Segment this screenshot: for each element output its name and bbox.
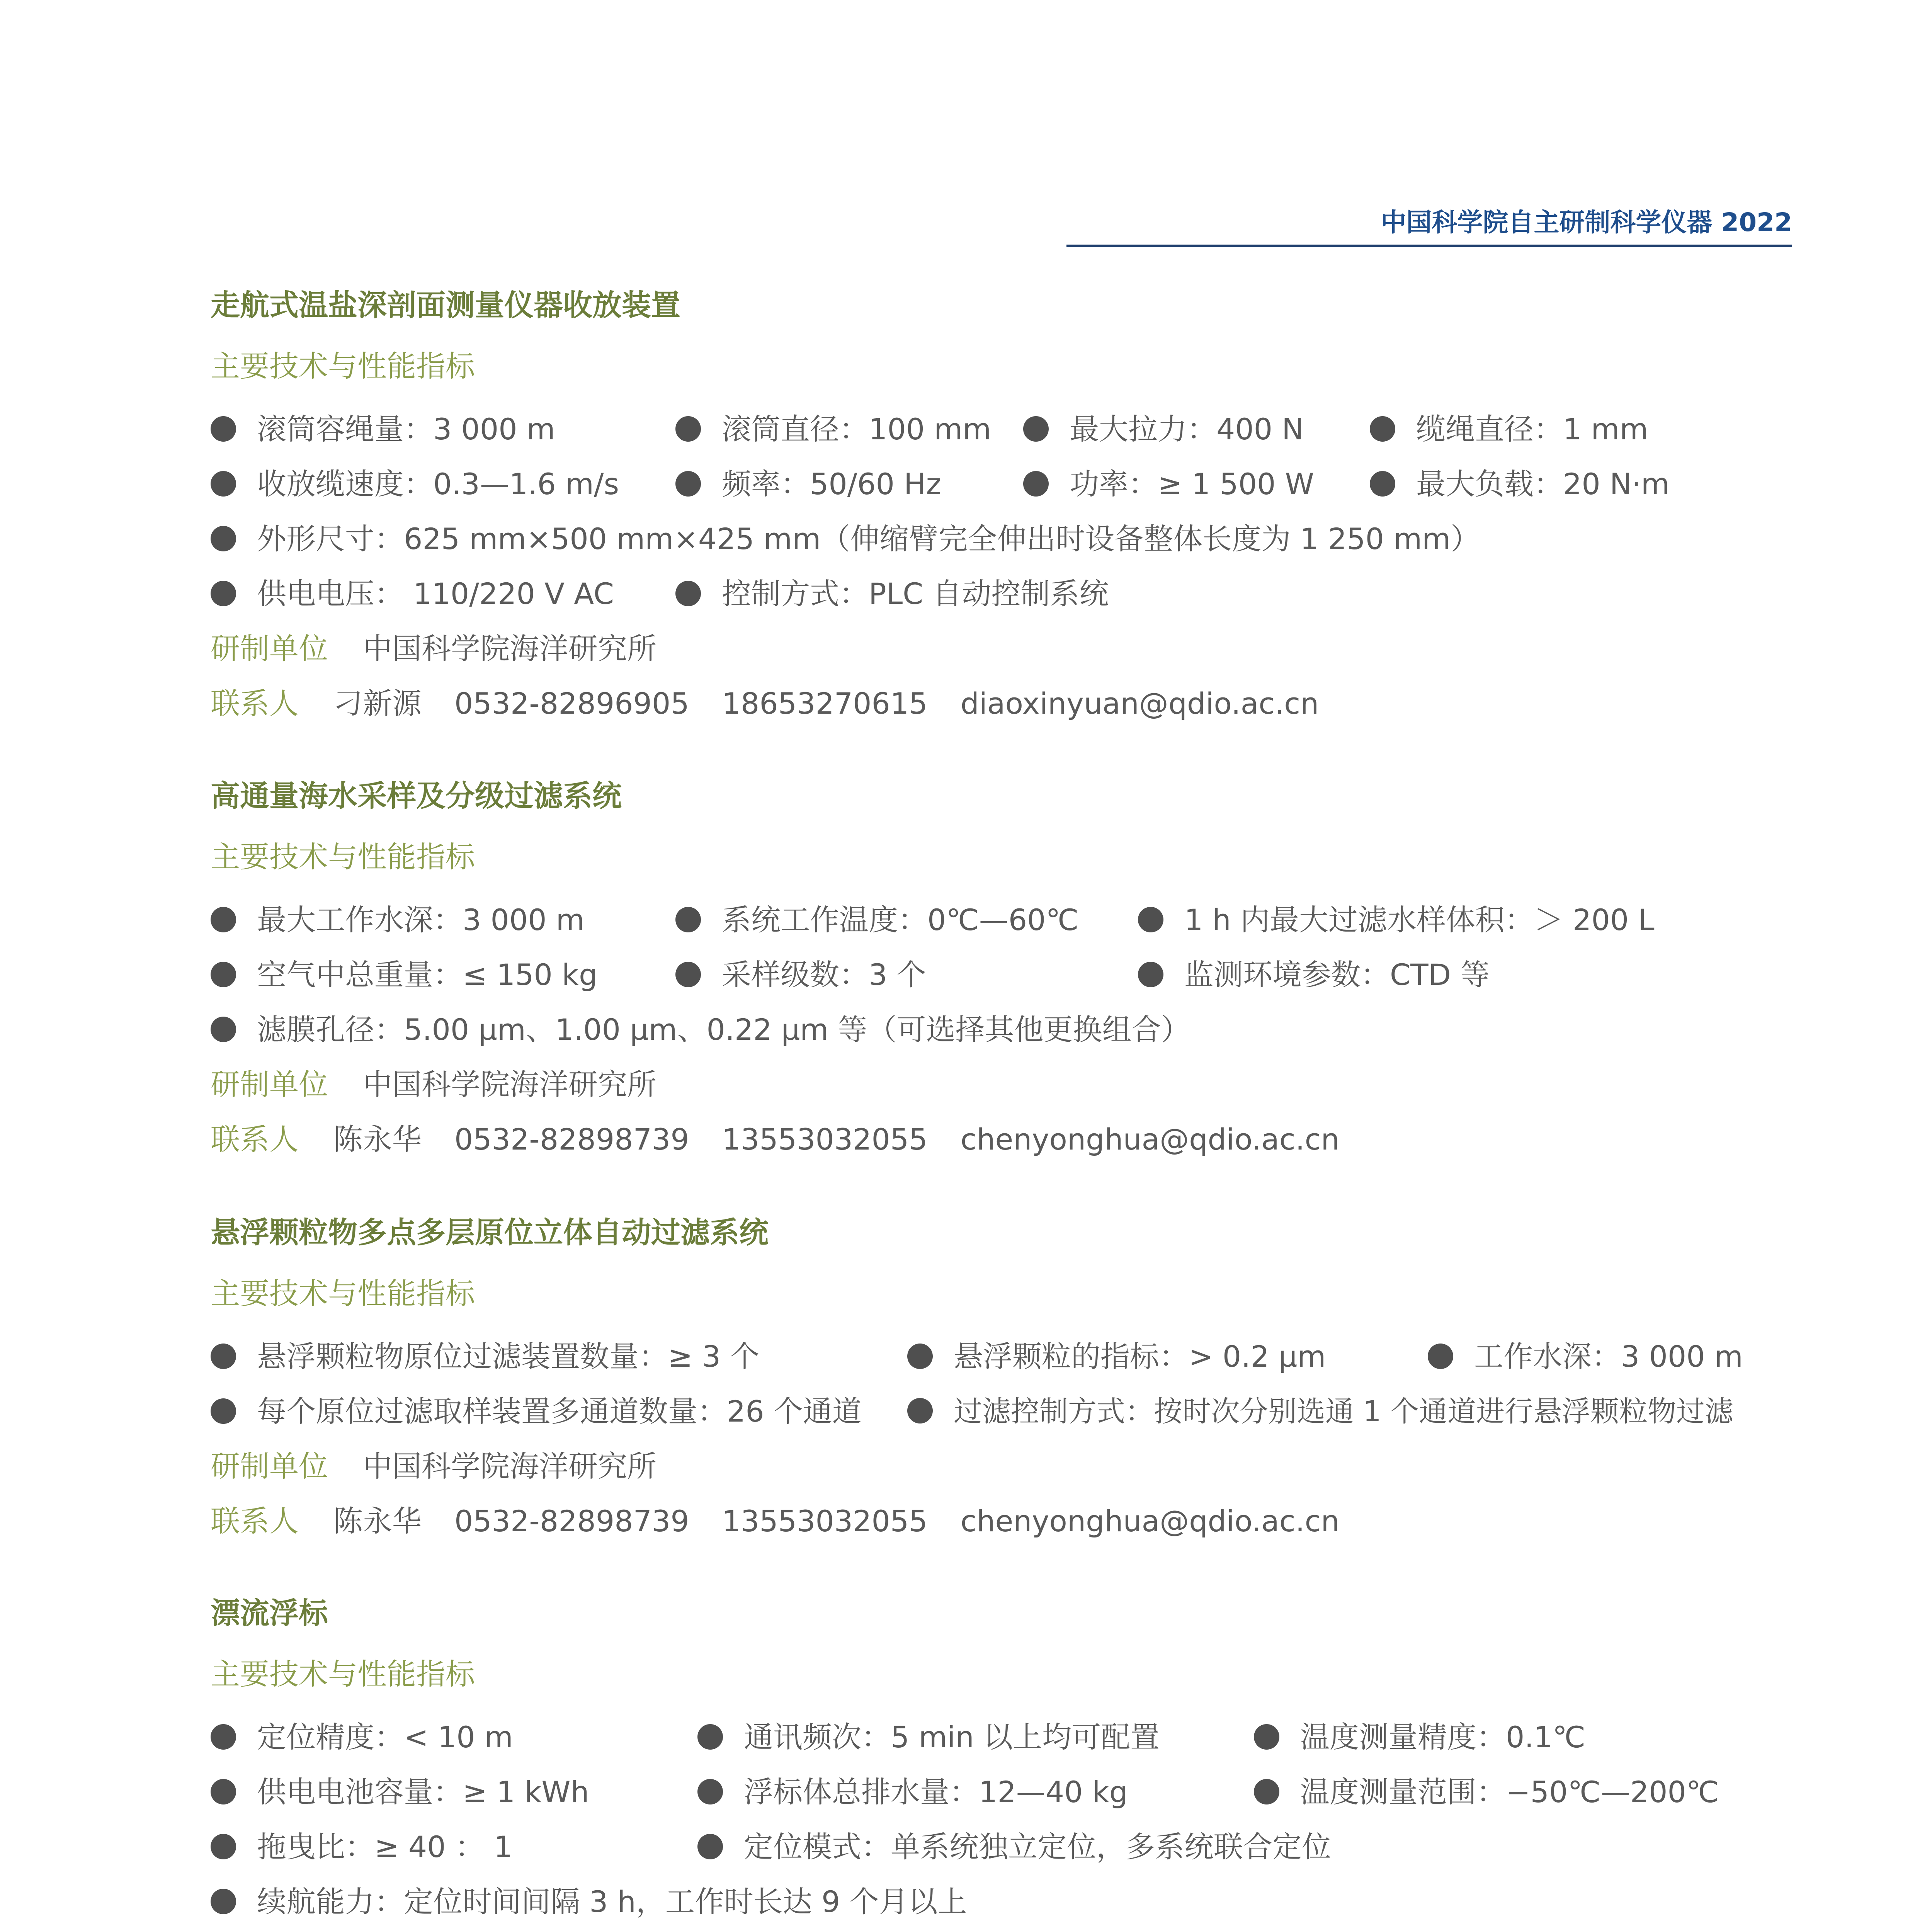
section-title: 漂流浮标	[211, 1596, 328, 1630]
bullet-icon	[675, 581, 701, 606]
bullet-icon	[675, 962, 701, 987]
bullet-icon	[1428, 1344, 1453, 1369]
spec-item: 最大负载：20 N·m	[1370, 457, 1670, 512]
spec-item: 温度测量范围：−50℃—200℃	[1254, 1765, 1719, 1820]
contact-email: chenyonghua@qdio.ac.cn	[960, 1504, 1340, 1538]
bullet-icon	[211, 416, 236, 442]
spec-row	[211, 1820, 1795, 1874]
spec-item: 外形尺寸：625 mm×500 mm×425 mm（伸缩臂完全伸出时设备整体长度为 1 250 mm）	[211, 512, 1480, 566]
contact-name: 刁新源	[333, 686, 422, 721]
contact-email: chenyonghua@qdio.ac.cn	[960, 1122, 1340, 1156]
bullet-icon	[907, 1398, 933, 1423]
spec-item: 定位精度：< 10 m	[211, 1710, 513, 1765]
spec-item: 供电电压： 110/220 V AC	[211, 566, 614, 621]
spec-item: 空气中总重量：≤ 150 kg	[211, 947, 597, 1002]
section-subtitle: 主要技术与性能指标	[211, 840, 475, 874]
bullet-icon	[697, 1834, 723, 1859]
spec-item: 采样级数：3 个	[675, 947, 926, 1002]
bullet-icon	[907, 1344, 933, 1369]
bullet-icon	[211, 471, 236, 497]
bullet-icon	[211, 1779, 236, 1804]
spec-item: 定位模式：单系统独立定位，多系统联合定位	[697, 1820, 1331, 1874]
spec-item: 1 h 内最大过滤水样体积：＞ 200 L	[1138, 893, 1655, 947]
spec-row	[211, 512, 1795, 566]
developer-label: 研制单位	[211, 631, 328, 666]
spec-row	[211, 1765, 1795, 1820]
spec-item: 续航能力：定位时间间隔 3 h，工作时长达 9 个月以上	[211, 1874, 967, 1929]
spec-item: 滚筒直径：100 mm	[675, 402, 991, 457]
bullet-icon	[1023, 471, 1049, 497]
spec-item: 悬浮颗粒的指标：> 0.2 μm	[907, 1329, 1326, 1384]
spec-row	[211, 893, 1795, 947]
bullet-icon	[211, 907, 236, 932]
bullet-icon	[211, 1834, 236, 1859]
section-instrument-3	[211, 1213, 1795, 1549]
contact-line	[211, 676, 1795, 731]
spec-row	[211, 566, 1795, 621]
contact-name: 陈永华	[333, 1504, 422, 1538]
bullet-icon	[211, 581, 236, 606]
bullet-icon	[211, 1889, 236, 1914]
bullet-icon	[1370, 416, 1395, 442]
developer-unit: 中国科学院海洋研究所	[363, 1067, 656, 1102]
contact-line	[211, 1112, 1795, 1167]
spec-row	[211, 1002, 1795, 1057]
spec-item: 每个原位过滤取样装置多通道数量：26 个通道	[211, 1384, 862, 1439]
spec-item: 滚筒容绳量：3 000 m	[211, 402, 555, 457]
spec-row	[211, 1710, 1795, 1765]
bullet-icon	[1254, 1724, 1279, 1750]
developer-unit: 中国科学院海洋研究所	[363, 1449, 656, 1483]
contact-phone: 0532-82898739	[454, 1504, 689, 1538]
spec-item: 供电电池容量：≥ 1 kWh	[211, 1765, 589, 1820]
spec-row	[211, 402, 1795, 457]
developer-line	[211, 1439, 1795, 1494]
contact-mobile: 13553032055	[722, 1122, 928, 1156]
section-subtitle: 主要技术与性能指标	[211, 1276, 475, 1311]
bullet-icon	[211, 1398, 236, 1424]
spec-item: 系统工作温度：0℃—60℃	[675, 893, 1079, 947]
bullet-icon	[211, 1724, 236, 1750]
spec-item: 控制方式：PLC 自动控制系统	[675, 566, 1109, 621]
contact-email: diaoxinyuan@qdio.ac.cn	[960, 686, 1319, 721]
bullet-icon	[675, 471, 701, 497]
bullet-icon	[675, 416, 701, 442]
section-subtitle: 主要技术与性能指标	[211, 349, 475, 383]
spec-item: 监测环境参数：CTD 等	[1138, 947, 1490, 1002]
spec-row	[211, 1384, 1795, 1439]
spec-item: 最大拉力：400 N	[1023, 402, 1304, 457]
spec-item: 浮标体总排水量：12—40 kg	[697, 1765, 1128, 1820]
section-title: 走航式温盐深剖面测量仪器收放装置	[211, 288, 680, 322]
developer-line	[211, 1929, 1795, 1932]
bullet-icon	[211, 1017, 236, 1042]
spec-item: 过滤控制方式：按时次分别选通 1 个通道进行悬浮颗粒物过滤	[907, 1384, 1733, 1439]
contact-phone: 0532-82898739	[454, 1122, 689, 1156]
bullet-icon	[1138, 907, 1163, 932]
bullet-icon	[697, 1724, 723, 1750]
contact-mobile: 13553032055	[722, 1504, 928, 1538]
spec-item: 滤膜孔径：5.00 μm、1.00 μm、0.22 μm 等（可选择其他更换组合）	[211, 1002, 1190, 1057]
spec-item: 功率：≥ 1 500 W	[1023, 457, 1314, 512]
contact-label: 联系人	[211, 1504, 299, 1538]
header-rule	[1066, 245, 1792, 247]
section-instrument-1	[211, 286, 1795, 731]
developer-unit: 中国科学院海洋研究所	[363, 631, 656, 666]
spec-item: 悬浮颗粒物原位过滤装置数量：≥ 3 个	[211, 1329, 759, 1384]
spec-item: 最大工作水深：3 000 m	[211, 893, 585, 947]
bullet-icon	[211, 526, 236, 551]
section-instrument-4	[211, 1594, 1795, 1932]
developer-line	[211, 1057, 1795, 1112]
contact-label: 联系人	[211, 1122, 299, 1156]
spec-item: 拖曳比：≥ 40 ： 1	[211, 1820, 512, 1874]
section-title: 高通量海水采样及分级过滤系统	[211, 779, 622, 813]
bullet-icon	[1138, 962, 1163, 987]
contact-label: 联系人	[211, 686, 299, 721]
spec-item: 频率：50/60 Hz	[675, 457, 941, 512]
running-header-title: 中国科学院自主研制科学仪器 2022	[1381, 207, 1792, 237]
contact-mobile: 18653270615	[722, 686, 928, 721]
spec-item: 收放缆速度：0.3—1.6 m/s	[211, 457, 619, 512]
section-subtitle: 主要技术与性能指标	[211, 1657, 475, 1691]
developer-label: 研制单位	[211, 1067, 328, 1102]
bullet-icon	[1023, 416, 1049, 442]
developer-line	[211, 621, 1795, 676]
spec-item: 通讯频次：5 min 以上均可配置	[697, 1710, 1160, 1765]
spec-item: 温度测量精度：0.1℃	[1254, 1710, 1585, 1765]
bullet-icon	[211, 1344, 236, 1369]
bullet-icon	[1254, 1779, 1279, 1804]
spec-item: 缆绳直径：1 mm	[1370, 402, 1648, 457]
section-title: 悬浮颗粒物多点多层原位立体自动过滤系统	[211, 1215, 769, 1250]
contact-phone: 0532-82896905	[454, 686, 689, 721]
spec-row	[211, 947, 1795, 1002]
contact-name: 陈永华	[333, 1122, 422, 1156]
developer-label: 研制单位	[211, 1449, 328, 1483]
spec-row	[211, 457, 1795, 512]
bullet-icon	[211, 962, 236, 987]
contact-line	[211, 1494, 1795, 1549]
spec-item: 工作水深：3 000 m	[1428, 1329, 1743, 1384]
bullet-icon	[675, 907, 701, 932]
section-instrument-2	[211, 777, 1795, 1167]
bullet-icon	[697, 1779, 723, 1804]
spec-row	[211, 1329, 1795, 1384]
spec-row	[211, 1874, 1795, 1929]
bullet-icon	[1370, 471, 1395, 497]
